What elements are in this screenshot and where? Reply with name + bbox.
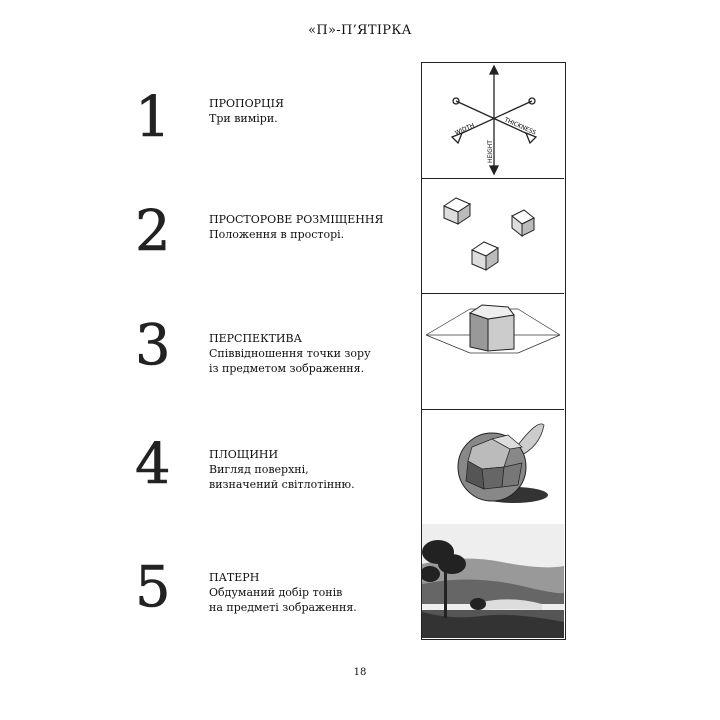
item-description: [209, 227, 383, 242]
item-description-line: на предметі зображення.: [209, 601, 357, 614]
axis-label-width: WIDTH: [453, 122, 476, 137]
page-title: «П»-П’ЯТІРКА: [308, 23, 412, 38]
axis-label-thickness: THICKNESS: [503, 116, 538, 137]
item-description-line: Обдуманий добір тонів: [209, 586, 343, 599]
axes-drawing: [422, 63, 564, 178]
item-number: 5: [135, 555, 171, 620]
item-description: [209, 111, 284, 126]
list-item-pattern: [0, 555, 420, 670]
item-description-line: Три виміри.: [209, 112, 278, 125]
illustration-planes-sphere: [422, 409, 564, 525]
list-item-perspective: [0, 313, 420, 428]
item-heading: ПЛОЩИНИ: [209, 448, 279, 461]
landscape-drawing: [422, 524, 564, 638]
item-number: 2: [135, 199, 171, 264]
item-text: [209, 447, 355, 492]
item-heading: ПАТЕРН: [209, 571, 260, 584]
illustration-strip: [421, 62, 566, 640]
item-heading: ПРОСТОРОВЕ РОЗМІЩЕННЯ: [209, 213, 384, 226]
item-text: [209, 212, 383, 242]
list-item-planes: [0, 432, 420, 547]
illustration-perspective: [422, 293, 564, 410]
item-description-line: із предметом зображення.: [209, 362, 365, 375]
item-description: [209, 346, 371, 376]
list-item-proportion: [0, 85, 420, 200]
item-number: 3: [135, 313, 171, 378]
item-number: 4: [135, 432, 171, 497]
item-number: 1: [135, 85, 171, 150]
item-text: [209, 570, 357, 615]
illustration-cubes-in-space: [422, 178, 564, 294]
item-description-line: визначений світлотінню.: [209, 478, 355, 491]
item-description-line: Положення в просторі.: [209, 228, 345, 241]
item-description-line: Співвідношення точки зору: [209, 347, 371, 360]
axis-label-height: HEIGHT: [487, 140, 494, 163]
item-text: [209, 331, 371, 376]
illustration-proportion-axes: [422, 63, 564, 179]
sphere-drawing: [422, 409, 564, 524]
item-description: [209, 462, 355, 492]
item-description: [209, 585, 357, 615]
page-number: 18: [353, 667, 367, 678]
perspective-drawing: [422, 293, 564, 409]
cubes-drawing: [422, 178, 564, 293]
illustration-pattern-landscape: [422, 524, 564, 638]
item-heading: ПЕРСПЕКТИВА: [209, 332, 302, 345]
item-description-line: Вигляд поверхні,: [209, 463, 309, 476]
item-text: [209, 96, 284, 126]
list-item-spatial-placement: [0, 199, 420, 314]
item-heading: ПРОПОРЦІЯ: [209, 97, 284, 110]
